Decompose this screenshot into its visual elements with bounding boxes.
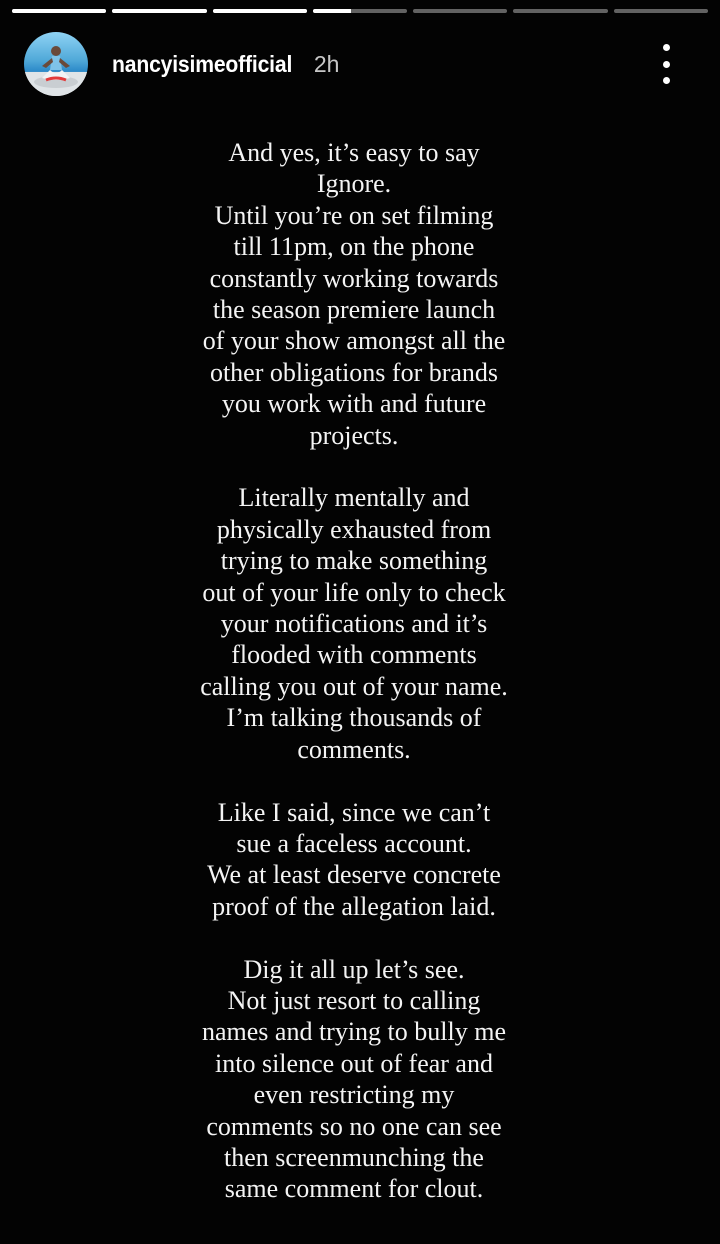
story-text-line: proof of the allegation laid. — [212, 891, 496, 921]
story-text-line: sue a faceless account. — [236, 828, 472, 858]
progress-segment-fill — [112, 9, 206, 13]
story-text-line: projects. — [309, 420, 399, 450]
story-text-line: out of your life only to check — [202, 577, 506, 607]
story-text-line: trying to make something — [220, 546, 488, 576]
progress-segment — [112, 9, 206, 13]
story-text-block — [130, 137, 578, 1205]
story-text-line: Literally mentally and — [238, 483, 470, 513]
story-text-line: comments so no one can see — [206, 1111, 502, 1141]
story-text-line: Until you’re on set filming — [214, 200, 494, 230]
story-text-line: Like I said, since we can’t — [217, 797, 491, 827]
story-text-line: even restricting my — [253, 1080, 455, 1110]
story-text-line: flooded with comments — [231, 640, 477, 670]
more-options-icon-dot — [663, 77, 670, 84]
story-text-line: Dig it all up let’s see. — [243, 954, 465, 984]
story-header — [24, 32, 696, 96]
progress-segment — [413, 9, 507, 13]
story-text-line: into silence out of fear and — [215, 1048, 493, 1078]
username[interactable]: nancyisimeofficial — [112, 50, 293, 77]
progress-segment — [313, 9, 407, 13]
progress-segment — [513, 9, 607, 13]
story-text-line: constantly working towards — [209, 263, 499, 293]
story-paragraph — [130, 482, 578, 765]
story-progress-bar — [12, 9, 708, 13]
story-text-line: of your show amongst all the — [202, 326, 506, 356]
post-time: 2h — [313, 50, 340, 77]
progress-segment-fill — [313, 9, 351, 13]
story-text-line: I’m talking thousands of — [226, 703, 482, 733]
avatar-image — [24, 32, 88, 96]
story-text-line: the season premiere launch — [212, 295, 496, 325]
story-text-line: physically exhausted from — [216, 514, 492, 544]
story-paragraph — [130, 954, 578, 1205]
progress-segment — [614, 9, 708, 13]
progress-segment-fill — [12, 9, 106, 13]
story-paragraph — [130, 797, 578, 923]
story-text-line: Not just resort to calling — [227, 985, 481, 1015]
story-text-line: comments. — [297, 734, 411, 764]
story-text-line: other obligations for brands — [209, 357, 499, 387]
more-options-button[interactable] — [654, 44, 678, 84]
story-text-line: your notifications and it’s — [220, 609, 488, 639]
more-options-icon-dot — [663, 61, 670, 68]
story-text-line: till 11pm, on the phone — [233, 232, 475, 262]
story-text-line: same comment for clout. — [224, 1174, 484, 1204]
progress-segment — [213, 9, 307, 13]
story-text-line: then screenmunching the — [224, 1142, 484, 1172]
story-text-line: Ignore. — [316, 169, 392, 199]
story-text-line: you work with and future — [221, 389, 487, 419]
avatar[interactable] — [24, 32, 88, 96]
story-text-line: We at least deserve concrete — [207, 860, 501, 890]
story-text-line: names and trying to bully me — [201, 1017, 506, 1047]
story-paragraph — [130, 137, 578, 451]
progress-segment — [12, 9, 106, 13]
more-options-icon — [663, 44, 670, 51]
story-text-line: And yes, it’s easy to say — [228, 138, 480, 167]
progress-segment-fill — [213, 9, 307, 13]
story-text-line: calling you out of your name. — [200, 671, 508, 701]
